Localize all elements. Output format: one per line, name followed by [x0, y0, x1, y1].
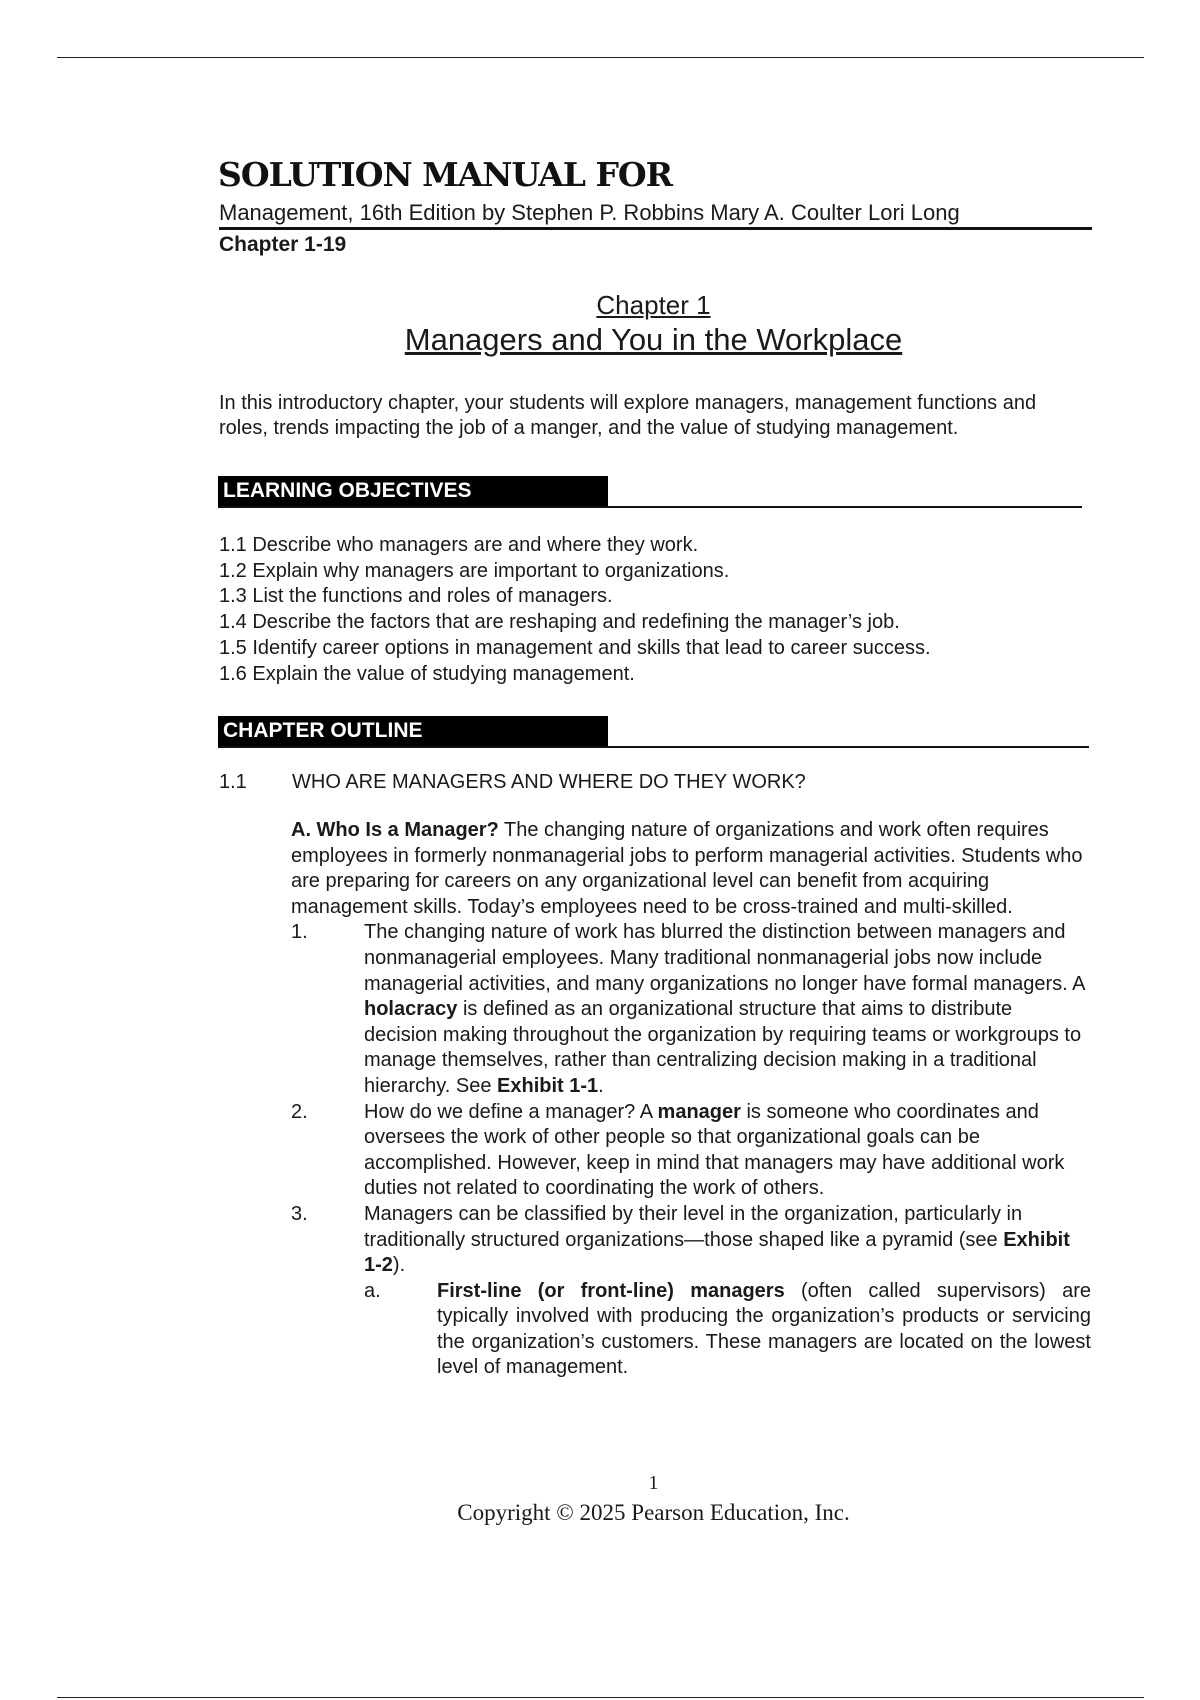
- subsection-text: The changing nature of organizations and work often requires employees in formerly nonmanagerial jobs to perform managerial activities. Students who are preparing for careers on any organizational level can benefit from acquiring management skills. Today’s employees need to be cross-trained and multi-skilled.: [291, 819, 1083, 918]
- item-text: is someone who coordinates and oversees the work of other people so that organizational goals can be accomplished. However, keep in mind that managers may have additional work duties not related to coordinating the work of others.: [364, 1100, 1065, 1200]
- item-text: How do we define a manager? A: [364, 1100, 658, 1123]
- outline-item-1: [291, 920, 1091, 1099]
- bottom-divider: [57, 1697, 1144, 1698]
- item-text: The changing nature of work has blurred the distinction between managers and nonmanagerial employees. Many traditional nonmanagerial jobs now include managerial activities, and many organizations no longer have formal managers. A: [364, 921, 1085, 995]
- item-marker: 2.: [291, 1100, 308, 1123]
- outline-item-2: [291, 1100, 1091, 1202]
- chapter-title: Managers and You in the Workplace: [404, 322, 903, 357]
- objective-item: 1.2 Explain why managers are important to organizations.: [219, 559, 730, 582]
- section-number: 1.1: [219, 771, 247, 793]
- objective-item: 1.5 Identify career options in management and skills that lead to career success.: [219, 636, 931, 659]
- objective-item: 1.1 Describe who managers are and where they work.: [219, 534, 699, 556]
- key-term: holacracy: [364, 998, 458, 1021]
- exhibit-reference: Exhibit 1-2: [364, 1228, 1070, 1277]
- document-title: SOLUTION MANUAL FOR: [218, 155, 673, 194]
- chapter-outline-label: CHAPTER OUTLINE: [218, 716, 608, 746]
- item-text: ).: [392, 1254, 406, 1277]
- objective-item: 1.3 List the functions and roles of managers.: [219, 585, 613, 608]
- chapter-range: Chapter 1-19: [219, 233, 347, 256]
- outline-body: [291, 818, 1091, 1381]
- item-marker: 3.: [291, 1202, 308, 1225]
- section-title: WHO ARE MANAGERS AND WHERE DO THEY WORK?: [292, 771, 806, 793]
- item-text: Managers can be classified by their level in the organization, particularly in traditionally structured organizations—those shaped like a pyramid (see: [364, 1202, 1023, 1251]
- item-text: is defined as an organizational structure that aims to distribute decision making throughout the organization by requiring teams or workgroups to manage themselves, rather than centralizing decision making in a traditional hierarchy. See: [364, 998, 1082, 1097]
- subsection-label: A. Who Is a Manager?: [291, 819, 499, 841]
- outline-subitem-a: [364, 1279, 1091, 1381]
- learning-objectives-header: [218, 476, 1082, 508]
- outline-section-heading: [219, 770, 806, 794]
- intro-paragraph: In this introductory chapter, your students will explore managers, management functions and roles, trends impacting the job of a manger, and the value of studying management.: [219, 392, 1037, 439]
- top-divider: [57, 57, 1144, 58]
- item-text: .: [598, 1074, 604, 1097]
- objective-item: 1.6 Explain the value of studying management.: [219, 662, 635, 685]
- subitem-text: (often called supervisors) are typically involved with producing the organization’s products or servicing the organization’s customers. These managers are located on the lowest level of management.: [437, 1279, 1091, 1379]
- key-term: manager: [657, 1100, 741, 1123]
- chapter-label: Chapter 1: [596, 290, 711, 320]
- exhibit-reference: Exhibit 1-1: [497, 1074, 599, 1097]
- book-citation: Management, 16th Edition by Stephen P. Robbins Mary A. Coulter Lori Long: [219, 200, 1092, 230]
- outline-paragraph-a: [291, 818, 1091, 920]
- learning-objectives-label: LEARNING OBJECTIVES: [218, 476, 608, 506]
- page-number: 1: [648, 1472, 659, 1494]
- item-marker: 1.: [291, 921, 308, 944]
- chapter-outline-header: [218, 716, 1089, 748]
- objective-item: 1.4 Describe the factors that are reshaping and redefining the manager’s job.: [219, 611, 900, 634]
- subitem-marker: a.: [364, 1279, 381, 1302]
- copyright-notice: Copyright © 2025 Pearson Education, Inc.: [457, 1500, 850, 1525]
- outline-item-3: [291, 1202, 1091, 1381]
- learning-objectives-list: [219, 533, 931, 687]
- key-term: First-line (or front-line) managers: [437, 1279, 785, 1302]
